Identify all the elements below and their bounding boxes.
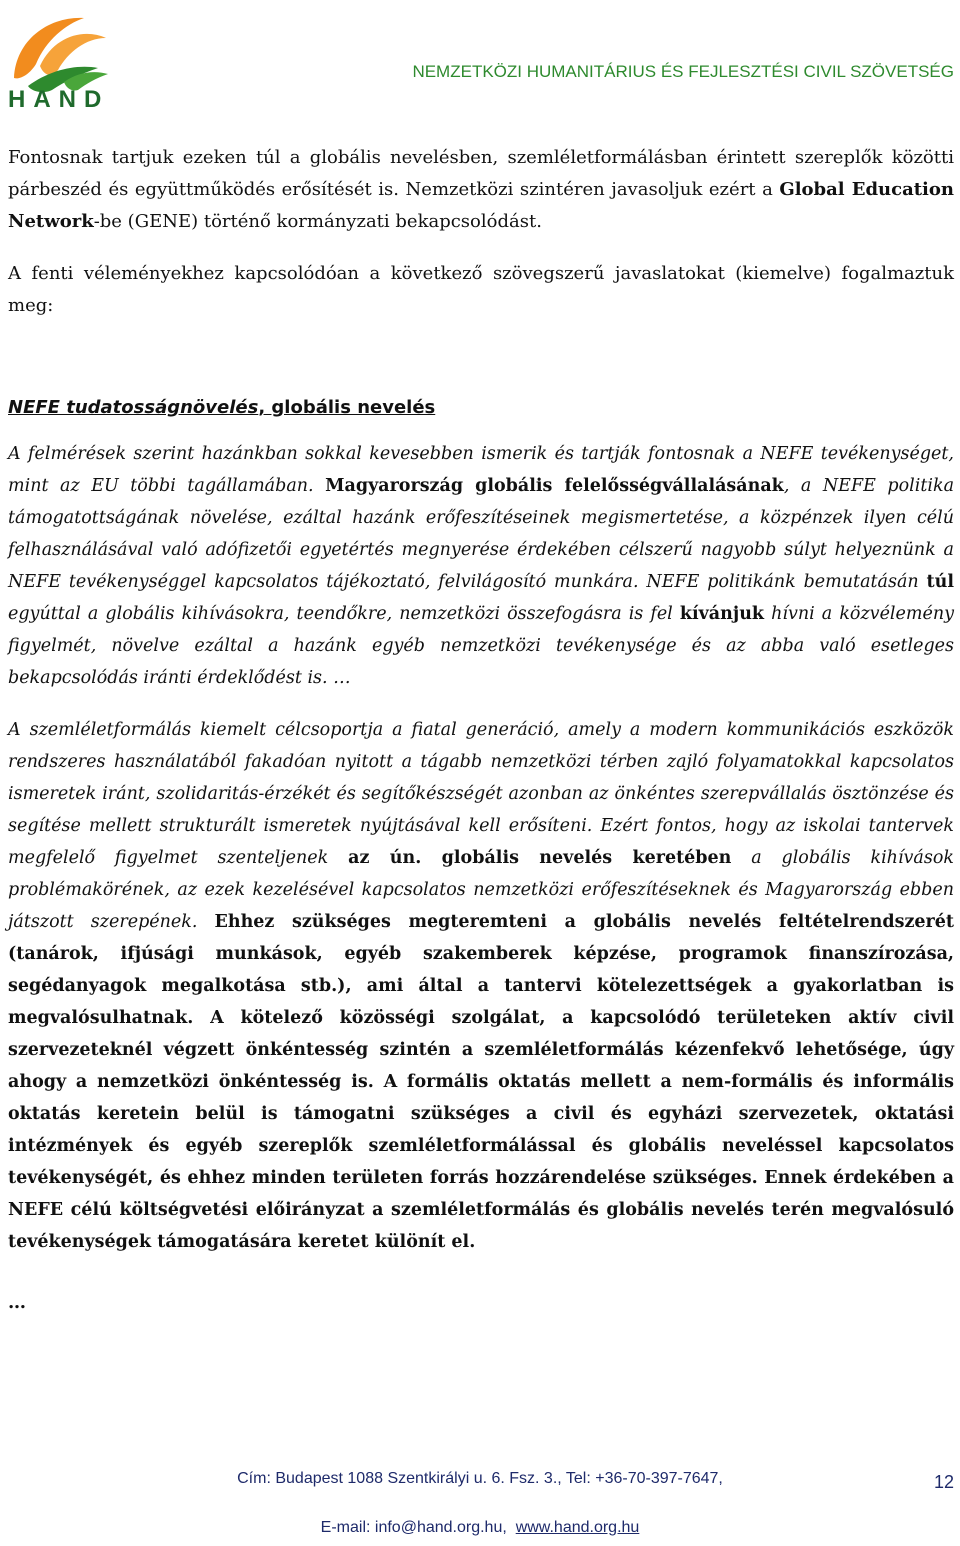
- text-span: , a NEFE politika támogatottságának növelése, ezáltal hazánk erőfeszítéseinek megismertetése, a közpénzek ilyen célú felhasználásával való adófizetői egyetértés megnyerése érdekében célszerű nagyobb súlyt helyeznünk a NEFE tevékenységgel kapcsolatos tájékoztató, felvilágosító munkára. NEFE politikánk bemutatásán: [8, 476, 955, 592]
- bold-span: Global Education Network: [8, 179, 954, 232]
- text-span: a globális kihívások problémakörének, az ezek kezelésével kapcsolatos nemzetközi erőfeszítéseknek és Magyarország ebben játszott szerepének.: [8, 848, 954, 932]
- paragraph-gene: [8, 142, 954, 238]
- hand-logo-icon: [6, 8, 116, 92]
- bold-span: az ún. globális nevelés keretében: [348, 848, 732, 868]
- bold-span: Ehhez szükséges megteremteni a globális nevelés feltételrendszerét (tanárok, ifjúsági munkások, egyéb szakemberek képzése, programok finanszírozása, segédanyagok megalkotása stb.), ami által a tantervi kötelezettségek a gyakorlatban is megvalósulhatnak. A kötelező közösségi szolgálat, a kapcsolódó területeken aktív civil szervezeteknél végzett önkéntesség szintén a szemléletformálás kézenfekvő lehetősége, úgy ahogy a nemzetközi önkéntesség is. A formális oktatás mellett a nem-formális és informális oktatás keretein belül is támogatni szükséges a civil és egyházi szervezetek, oktatási intézmények és egyéb szereplők szemléletformálással és globális neveléssel kapcsolatos tevékenységét, és ehhez minden területen forrás hozzárendelése szükséges. Ennek érdekében a NEFE célú költségvetési előirányzat a szemléletformálás és globális nevelés terén megvalósuló tevékenységek támogatására keretet különít el.: [8, 912, 954, 1252]
- section-title: [8, 392, 954, 424]
- footer-email: E-mail: info@hand.org.hu,: [320, 1519, 507, 1536]
- text-span: Fontosnak tartjuk ezeken túl a globális nevelésben, szemléletformálásban érintett szereplők közötti párbeszéd és együttműködés erősítését is. Nemzetközi szintéren javasoljuk ezért a: [8, 147, 954, 200]
- org-name: NEMZETKÖZI HUMANITÁRIUS ÉS FEJLESZTÉSI CIVIL SZÖVETSÉG: [412, 62, 954, 81]
- bold-span: kívánjuk: [679, 604, 765, 624]
- text-span: hívni a közvélemény figyelmét, növelve ezáltal a hazánk egyéb nemzetközi tevékenysége és az abba való esetleges bekapcsolódás iránti érdeklődést is. …: [8, 604, 954, 688]
- text-span: -be (GENE) történő kormányzati bekapcsolódást.: [93, 211, 542, 232]
- text-span: egyúttal a globális kihívásokra, teendőkre, nemzetközi összefogásra is fel: [8, 604, 680, 624]
- section-title-italic: NEFE tudatosságnövelés: [8, 397, 259, 418]
- footer-address: Cím: Budapest 1088 Szentkirályi u. 6. Fsz. 3., Tel: +36-70-397-7647,: [237, 1470, 723, 1487]
- document-body: [8, 142, 954, 1313]
- paragraph-proposals-intro: A fenti véleményekhez kapcsolódóan a következő szövegszerű javaslatokat (kiemelve) fogalmaztuk meg:: [8, 263, 954, 316]
- page-number: 12: [933, 1472, 954, 1492]
- section-title-rest: , globális nevelés: [258, 397, 436, 418]
- bold-span: túl: [926, 572, 954, 592]
- website-link[interactable]: www.hand.org.hu: [515, 1519, 640, 1536]
- ellipsis: …: [8, 1292, 26, 1313]
- text-span: A szemléletformálás kiemelt célcsoportja a fiatal generáció, amely a modern kommunikációs eszközök rendszeres használatából fakadóan nyitott a tágabb nemzetközi térben zajló folyamatokkal kapcsolatos ismeretek iránt, szolidaritás-érzékét és segítőkészségét azonban az önkéntes szerepvállalás ösztönzése és segítése mellett strukturált ismeretek nyújtásával kell erősíteni. Ezért fontos, hogy az iskolai tantervek megfelelő figyelmet szenteljenek: [8, 720, 954, 868]
- logo-text: HAND: [8, 86, 110, 113]
- bold-span: Magyarország globális felelősségvállalásának: [325, 476, 784, 496]
- paragraph-global-education: [8, 714, 954, 1258]
- footer-contact: [0, 1519, 960, 1537]
- paragraph-awareness: [8, 438, 954, 694]
- text-span: A felmérések szerint hazánkban sokkal kevesebben ismerik és tartják fontosnak a NEFE tevékenységet, mint az EU többi tagállamában.: [8, 444, 954, 496]
